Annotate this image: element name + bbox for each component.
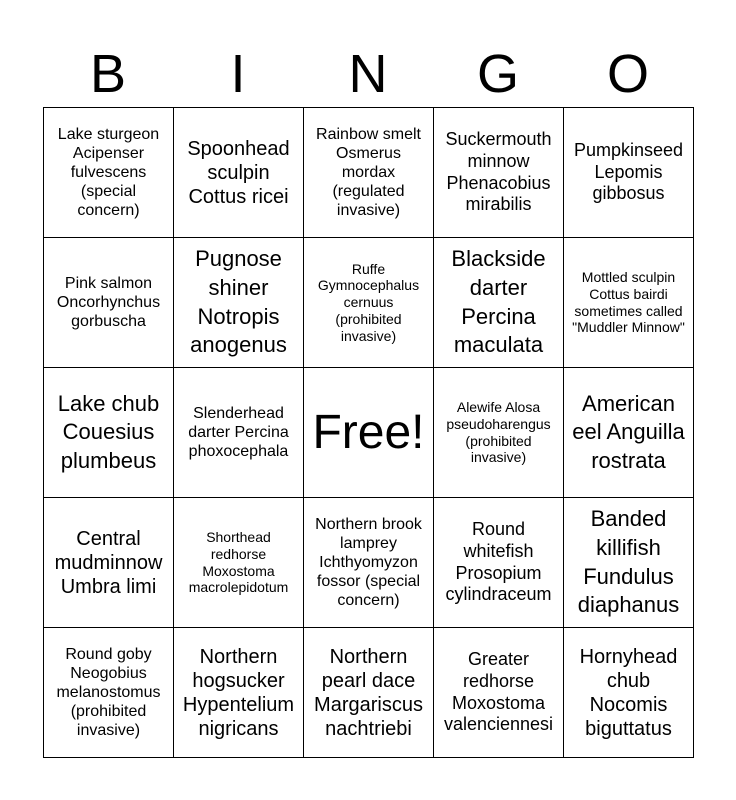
bingo-cell[interactable]: Greater redhorse Moxostoma valenciennesi [434,628,564,758]
bingo-cell[interactable]: Alewife Alosa pseudoharengus (prohibited invasive) [434,368,564,498]
free-space-cell[interactable]: Free! [304,368,434,498]
bingo-cell[interactable]: Lake chub Couesius plumbeus [44,368,174,498]
bingo-cell[interactable]: American eel Anguilla rostrata [564,368,694,498]
bingo-cell[interactable]: Rainbow smelt Osmerus mordax (regulated invasive) [304,108,434,238]
bingo-cell[interactable]: Pink salmon Oncorhynchus gorbuscha [44,238,174,368]
header-letter-o: O [606,44,649,104]
header-letter-n: N [348,44,388,104]
bingo-cell[interactable]: Banded killifish Fundulus diaphanus [564,498,694,628]
bingo-cell[interactable]: Suckermouth minnow Phenacobius mirabilis [434,108,564,238]
bingo-cell[interactable]: Round goby Neogobius melanostomus (prohibited invasive) [44,628,174,758]
bingo-cell[interactable]: Round whitefish Prosopium cylindraceum [434,498,564,628]
header-letter-i: I [230,44,246,104]
bingo-row [44,238,694,368]
bingo-row [44,628,694,758]
bingo-cell[interactable]: Pugnose shiner Notropis anogenus [174,238,304,368]
bingo-cell[interactable]: Northern brook lamprey Ichthyomyzon fossor (special concern) [304,498,434,628]
bingo-cell[interactable]: Pumpkinseed Lepomis gibbosus [564,108,694,238]
header-letter-g: G [476,44,519,104]
bingo-card [43,107,694,758]
bingo-cell[interactable]: Northern pearl dace Margariscus nachtriebi [304,628,434,758]
bingo-row [44,368,694,498]
bingo-row [44,498,694,628]
bingo-cell[interactable]: Shorthead redhorse Moxostoma macrolepidotum [174,498,304,628]
bingo-cell[interactable]: Blackside darter Percina maculata [434,238,564,368]
bingo-cell[interactable]: Hornyhead chub Nocomis biguttatus [564,628,694,758]
header-letter-b: B [89,44,127,104]
bingo-cell[interactable]: Central mudminnow Umbra limi [44,498,174,628]
bingo-cell[interactable]: Slenderhead darter Percina phoxocephala [174,368,304,498]
bingo-header [43,40,693,108]
bingo-cell[interactable]: Ruffe Gymnocephalus cernuus (prohibited invasive) [304,238,434,368]
bingo-cell[interactable]: Mottled sculpin Cottus bairdi sometimes called "Muddler Minnow" [564,238,694,368]
bingo-cell[interactable]: Spoonhead sculpin Cottus ricei [174,108,304,238]
bingo-cell[interactable]: Lake sturgeon Acipenser fulvescens (special concern) [44,108,174,238]
bingo-cell[interactable]: Northern hogsucker Hypentelium nigricans [174,628,304,758]
bingo-row [44,108,694,238]
